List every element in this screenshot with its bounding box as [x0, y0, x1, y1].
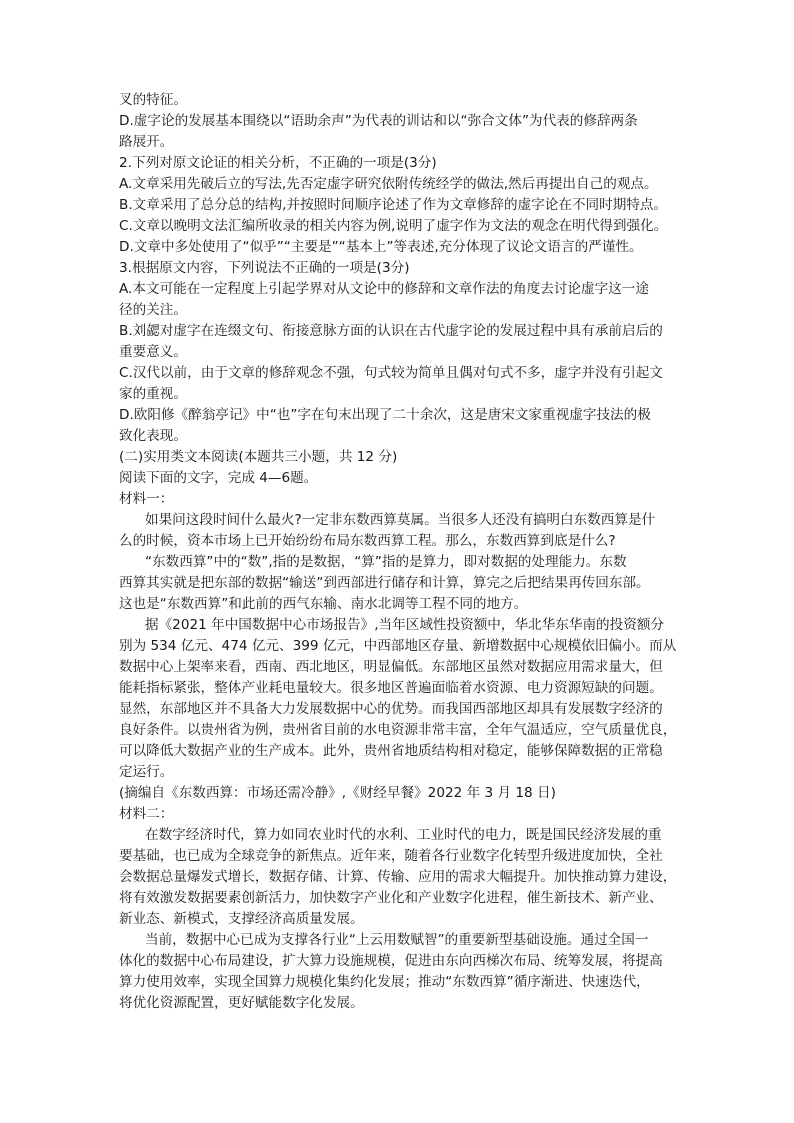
q1-option-d-line2: 路展开。 — [119, 134, 174, 150]
q3-option-a-line1: A.本文可能在一定程度上引起学界对从文论中的修辞和文章作法的角度去讨论虚字这一途 — [119, 281, 649, 297]
q1-option-d-line1: D.虚字论的发展基本围绕以“语助余声”为代表的训诂和以“弥合文体”为代表的修辞两条 — [119, 113, 638, 129]
q3-option-b-line2: 重要意义。 — [119, 344, 187, 360]
m2-p2-line: 将优化资源配置，更好赋能数字化发展。 — [119, 995, 364, 1011]
material1-label: 材料一： — [119, 491, 174, 507]
m1-p3-line: 良好条件。以贵州省为例，贵州省目前的水电资源非常丰富，全年气温适应，空气质量优良， — [119, 722, 677, 738]
q3-option-d-line1: D.欧阳修《醉翁亭记》中“也”字在句末出现了二十余次，这是唐宋文家重视虚字技法的极 — [119, 407, 651, 423]
q3-option-b-line1: B.刘勰对虚字在连缀文句、衔接意脉方面的认识在古代虚字论的发展过程中具有承前启后的 — [119, 323, 663, 339]
m2-p1-line: 在数字经济时代，算力如同农业时代的水利、工业时代的电力，既是国民经济发展的重 — [145, 827, 662, 843]
q3-stem: 3.根据原文内容，下列说法不正确的一项是(3分) — [119, 260, 410, 276]
m1-p3-line: 别为 534 亿元、474 亿元、399 亿元，中西部地区存量、新增数据中心规模依旧偏小。而从 — [119, 638, 677, 654]
m1-p1-line: 如果问这段时间什么最火?一定非东数西算莫属。当很多人还没有搞明白东数西算是什 — [145, 512, 656, 528]
m1-p3-line: 数据中心上架率来看，西南、西北地区，明显偏低。东部地区虽然对数据应用需求量大，但 — [119, 659, 663, 675]
q2-stem: 2.下列对原文论证的相关分析，不正确的一项是(3分) — [119, 155, 437, 171]
q3-option-a-line2: 径的关注。 — [119, 302, 187, 318]
document-page — [119, 90, 679, 1014]
q2-option-a: A.文章采用先破后立的写法,先否定虚字研究依附传统经学的做法,然后再提出自己的观点。 — [119, 176, 658, 192]
m2-p1-line: 会数据总量爆发式增长，数据存储、计算、传输、应用的需求大幅提升。加快推动算力建设， — [119, 869, 677, 885]
q2-option-d: D.文章中多处使用了“似乎”“主要是”“基本上”等表述,充分体现了议论文语言的严谨性。 — [119, 239, 643, 255]
m2-p2-line: 体化的数据中心布局建设，扩大算力设施规模，促进由东向西梯次布局、统筹发展，将提高 — [119, 953, 663, 969]
m2-p1-line: 要基础，也已成为全球竞争的新焦点。近年来，随着各行业数字化转型升级进度加快，全社 — [119, 848, 663, 864]
m2-p1-line: 新业态、新模式，支撑经济高质量发展。 — [119, 911, 364, 927]
q2-option-b: B.文章采用了总分总的结构,并按照时间顺序论述了作为文章修辞的虚字论在不同时期特点。 — [119, 197, 668, 213]
section2-instruction: 阅读下面的文字，完成 4—6题。 — [119, 470, 318, 486]
m1-p1-line: 么的时候，资本市场上已开始纷纷布局东数西算工程。那么，东数西算到底是什么? — [119, 533, 616, 549]
m1-p2-line: “东数西算”中的“数”,指的是数据，“算”指的是算力，即对数据的处理能力。东数 — [145, 554, 627, 570]
m1-source: (摘编自《东数西算：市场还需冷静》,《财经早餐》2022 年 3 月 18 日) — [119, 785, 556, 801]
m1-p2-line: 西算其实就是把东部的数据“输送”到西部进行储存和计算，算完之后把结果再传回东部。 — [119, 575, 650, 591]
m2-p2-line: 当前，数据中心已成为支撑各行业“上云用数赋智”的重要新型基础设施。通过全国一 — [145, 932, 649, 948]
q3-option-c-line2: 家的重视。 — [119, 386, 187, 402]
m1-p3-line: 据《2021 年中国数据中心市场报告》,当年区域性投资额中，华北华东华南的投资额分 — [145, 617, 665, 633]
q1-tail: 叉的特征。 — [119, 92, 187, 108]
q3-option-c-line1: C.汉代以前，由于文章的修辞观念不强，句式较为简单且偶对句式不多，虚字并没有引起文 — [119, 365, 663, 381]
material2-label: 材料二： — [119, 806, 174, 822]
m1-p3-line: 能耗指标紧张，整体产业耗电量较大。很多地区普遍面临着水资源、电力资源短缺的问题。 — [119, 680, 663, 696]
q3-option-d-line2: 致化表现。 — [119, 428, 187, 444]
m2-p2-line: 算力使用效率，实现全国算力规模化集约化发展；推动“东数西算”循序渐进、快速迭代， — [119, 974, 650, 990]
m2-p1-line: 将有效激发数据要素创新活力，加快数字产业化和产业数字化进程，催生新技术、新产业、 — [119, 890, 663, 906]
m1-p2-line: 这也是“东数西算”和此前的西气东输、南水北调等工程不同的地方。 — [119, 596, 528, 612]
section2-heading: (二)实用类文本阅读(本题共三小题，共 12 分) — [119, 449, 398, 465]
m1-p3-line: 定运行。 — [119, 764, 174, 780]
q2-option-c: C.文章以晚明文法汇编所收录的相关内容为例,说明了虚字作为文法的观念在明代得到强化。 — [119, 218, 668, 234]
m1-p3-line: 可以降低大数据产业的生产成本。此外，贵州省地质结构相对稳定，能够保障数据的正常稳 — [119, 743, 663, 759]
m1-p3-line: 显然，东部地区并不具备大力发展数据中心的优势。而我国西部地区却具有发展数字经济的 — [119, 701, 663, 717]
